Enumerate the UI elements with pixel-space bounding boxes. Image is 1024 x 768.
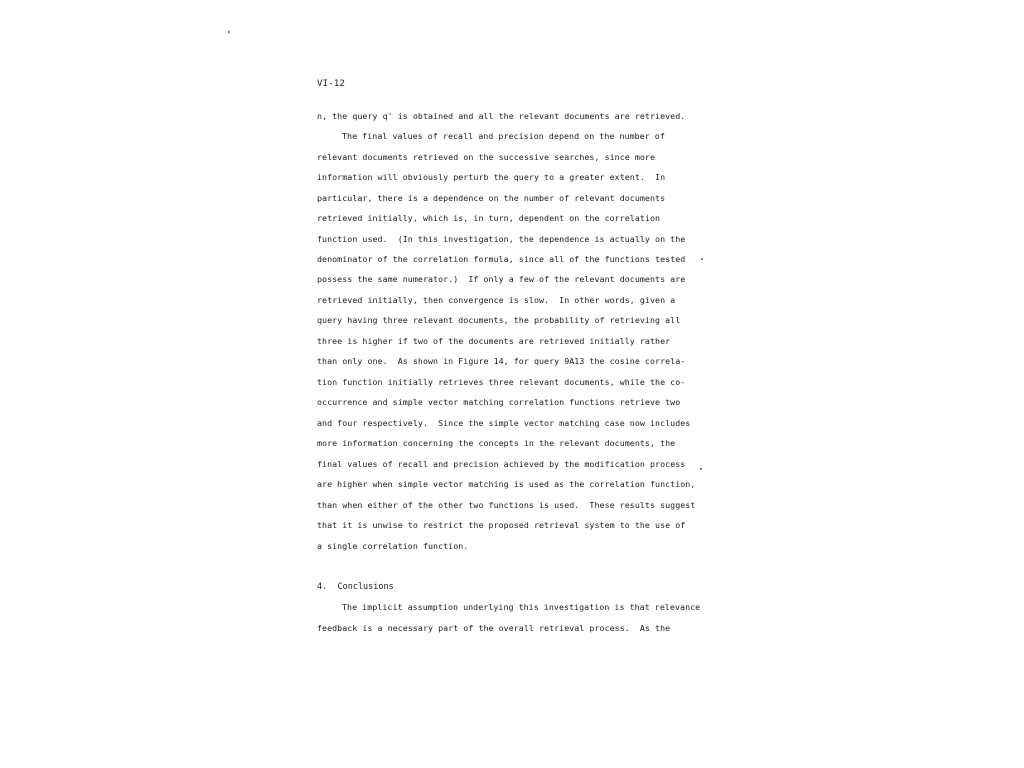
body-text-line: particular, there is a dependence on the number of relevant documents (317, 193, 666, 203)
conclusion-text-line: feedback is a necessary part of the overall retrieval process. As the (317, 623, 671, 633)
body-text-line: retrieved initially, which is, in turn, dependent on the correlation (317, 213, 661, 223)
body-text-line: a single correlation function. (317, 541, 469, 551)
body-text-line: n, the query q' is obtained and all the relevant documents are retrieved. (317, 111, 686, 121)
body-text-line: retrieved initially, then convergence is slow. In other words, given a (317, 295, 676, 305)
body-text-line: possess the same numerator.) If only a few of the relevant documents are (317, 274, 686, 284)
body-text-line: tion function initially retrieves three relevant documents, while the co- (317, 377, 686, 387)
section-heading: 4. Conclusions (317, 582, 394, 592)
body-text-line: than when either of the other two functions is used. These results suggest (317, 500, 696, 510)
conclusion-text-line: The implicit assumption underlying this investigation is that relevance (342, 602, 701, 612)
body-text-line: that it is unwise to restrict the proposed retrieval system to the use of (317, 520, 686, 530)
body-text-line: and four respectively. Since the simple vector matching case now includes (317, 418, 691, 428)
body-text-line: query having three relevant documents, the probability of retrieving all (317, 315, 681, 325)
body-text-line: three is higher if two of the documents are retrieved initially rather (317, 336, 671, 346)
body-text-line: information will obviously perturb the query to a greater extent. In (317, 172, 666, 182)
body-text-line: relevant documents retrieved on the successive searches, since more (317, 152, 656, 162)
body-text-line: The final values of recall and precision depend on the number of (342, 131, 665, 141)
body-text-line: final values of recall and precision achieved by the modification process (317, 459, 686, 469)
body-text-line: denominator of the correlation formula, since all of the functions tested (317, 254, 686, 264)
body-text-line: occurrence and simple vector matching correlation functions retrieve two (317, 397, 681, 407)
body-text-line: are higher when simple vector matching is used as the correlation function, (317, 479, 696, 489)
scan-speck-mark (700, 468, 702, 470)
page-number: VI-12 (317, 79, 346, 89)
body-text-line: more information concerning the concepts in the relevant documents, the (317, 438, 676, 448)
scan-speck-mark (228, 31, 230, 33)
body-text-line: function used. (In this investigation, the dependence is actually on the (317, 234, 686, 244)
body-text-line: than only one. As shown in Figure 14, for query 9A13 the cosine correla- (317, 356, 686, 366)
scan-speck-mark (701, 258, 703, 260)
